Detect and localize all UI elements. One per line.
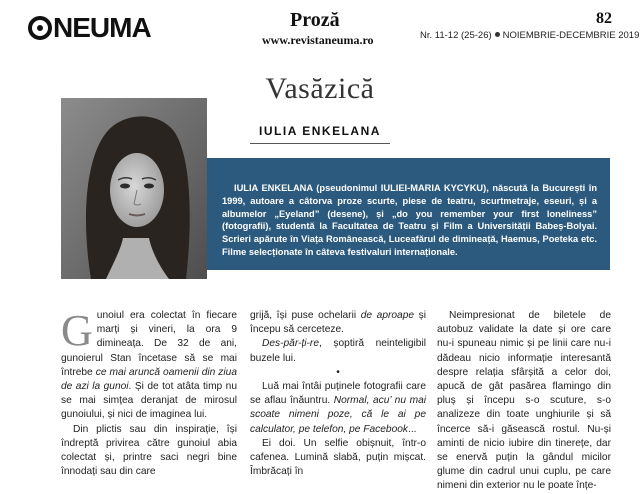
section-separator: • <box>336 366 340 378</box>
website-link[interactable]: www.revistaneuma.ro <box>262 33 374 47</box>
paragraph: Des-păr-ți-re, șoptiră neinteligibil buzele lui. <box>250 338 426 364</box>
column-3 <box>437 309 611 494</box>
article-title: Vasăzică <box>265 72 375 105</box>
portrait-illustration <box>61 98 207 279</box>
logo-text: NEUMA <box>53 12 151 43</box>
bullet-icon <box>495 32 500 37</box>
author-photo <box>61 98 207 279</box>
paragraph: Gunoiul era colectat în fiecare marți și vineri, la ora 9 dimineața. De 32 de ani, gunoierul Stan încetase să se mai întrebe ce mai aruncă oamenii din ziua de azi la gunoi. Și de tot atâta timp nu se mai simțea deranjat de mirosul gunoiului, și nici de imaginea lui. <box>61 306 237 421</box>
paragraph: grijă, își puse ochelarii de aproape și începu să cerceteze. <box>250 310 427 336</box>
paragraph: Din plictis sau din inspirație, își îndreptă privirea către gunoiul abia colectat și, printre saci negri bine înnodați sau din care <box>61 423 237 478</box>
logo-o-icon <box>28 16 52 40</box>
paragraph: Ei doi. Un selfie obișnuit, într-o cafenea. Lumină slabă, puțin mișcat. Îmbrăcați în <box>250 437 426 478</box>
author-bio: IULIA ENKELANA (pseudonimul IULIEI-MARIA KYCYKU), născută la București în 1999, autoare a câtorva proze scurte, piese de teatru, scurtmetraje, eseuri, și a albumelor „Eyeland” (desene), și „do you remember your first loneliness” (fotografii), studentă la Facultatea de Teatru și Film a Universității Babeș-Bolyai. Scrieri apărute în Viața Românească, Luceafărul de dimineață, Haemus, Poeteka etc. Filme selecționate în câteva festivaluri internaționale. <box>222 183 597 257</box>
section-title: Proză <box>290 9 340 31</box>
issue-number: Nr. 11-12 (25-26) <box>420 30 492 41</box>
issue-date: NOIEMBRIE-DECEMBRIE 2019 <box>502 30 640 41</box>
magazine-logo <box>28 12 151 44</box>
issue-info <box>420 30 639 41</box>
article-author: IULIA ENKELANA <box>259 124 381 138</box>
title-divider <box>250 143 390 144</box>
drop-cap: G <box>61 306 93 355</box>
column-2 <box>250 309 426 479</box>
page-number: 82 <box>596 10 612 27</box>
paragraph: Neimpresionat de biletele de autobuz validate la date și ore care nu-i spuneau nimic și pe linii care nu-i dădeau nicio informație interesantă despre relația sfârșită a celor doi, apucă de gât pasărea flamingo din pluș și începu s-o scuture, s-o analizeze din toate unghiurile și să încerce să-i găsească rostul. Nu-și aminti de nicio iubire din tinerețe, dar se enervă puțin la gândul micilor glume din cadrul unui cuplu, pe care nimeni din exterior nu le poate înțe- <box>437 310 611 492</box>
paragraph: Luă mai întâi puținele fotografii care se aflau înăuntru. Normal, acu’ nu mai scoate nimeni poze, că le ai pe calculator, pe telefon, pe Facebook... <box>250 381 426 435</box>
column-1 <box>61 306 237 479</box>
